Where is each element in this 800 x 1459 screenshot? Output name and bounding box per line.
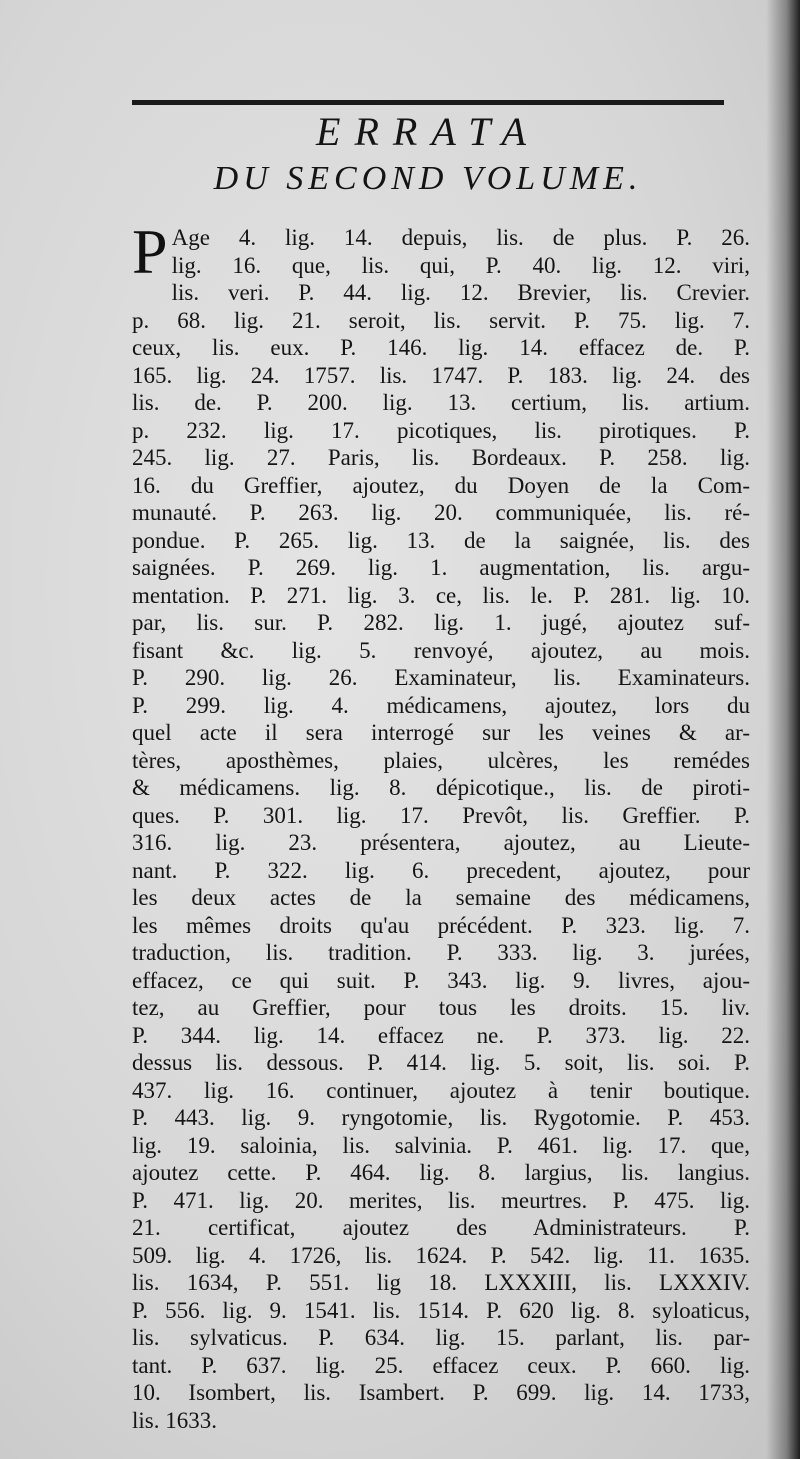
errata-title: ERRATA (316, 109, 540, 154)
errata-line: 165. lig. 24. 1757. lis. 1747. P. 183. lig. 24. des (132, 362, 750, 388)
errata-line: 16. du Greffier, ajoutez, du Doyen de la Com- (132, 472, 750, 498)
header-rule (132, 100, 724, 105)
drop-cap: P (132, 216, 168, 287)
errata-line: les mêmes droits qu'au précédent. P. 323. lig. 7. (132, 912, 750, 938)
errata-line: pondue. P. 265. lig. 13. de la saignée, lis. des (132, 527, 750, 553)
errata-line: quel acte il sera interrogé sur les veines & ar- (132, 720, 750, 745)
errata-line: dessus lis. dessous. P. 414. lig. 5. soit, lis. soi. P. (132, 1050, 750, 1075)
errata-line: munauté. P. 263. lig. 20. communiquée, lis. ré- (132, 500, 750, 525)
errata-line: Age 4. lig. 14. depuis, lis. de plus. P. 26. (171, 225, 750, 250)
errata-line: 245. lig. 27. Paris, lis. Bordeaux. P. 258. lig. (132, 445, 750, 470)
errata-line: par, lis. sur. P. 282. lig. 1. jugé, ajoutez suf- (132, 610, 750, 635)
errata-line: lis. veri. P. 44. lig. 12. Brevier, lis. Crevier. (171, 280, 750, 305)
errata-line: p. 232. lig. 17. picotiques, lis. pirotiques. P. (132, 417, 750, 443)
errata-text-block (132, 216, 750, 1434)
errata-line: lis. sylvaticus. P. 634. lig. 15. parlant, lis. par- (132, 1325, 750, 1350)
errata-line: P. 443. lig. 9. ryngotomie, lis. Rygotomie. P. 453. (132, 1105, 750, 1130)
errata-subtitle: DU SECOND VOLUME. (213, 160, 643, 197)
errata-line: tant. P. 637. lig. 25. effacez ceux. P. 660. lig. (132, 1352, 750, 1378)
errata-line: lig. 16. que, lis. qui, P. 40. lig. 12. viri, (171, 252, 750, 278)
errata-line: lig. 19. saloinia, lis. salvinia. P. 461. lig. 17. que, (132, 1132, 750, 1158)
errata-line: p. 68. lig. 21. seroit, lis. servit. P. 75. lig. 7. (132, 307, 750, 333)
errata-line: ajoutez cette. P. 464. lig. 8. largius, lis. langius. (132, 1160, 750, 1185)
errata-line: les deux actes de la semaine des médicamens, (132, 885, 750, 910)
errata-line: P. 471. lig. 20. merites, lis. meurtres. P. 475. lig. (132, 1187, 750, 1213)
errata-line: lis. de. P. 200. lig. 13. certium, lis. artium. (132, 390, 750, 415)
errata-line: P. 344. lig. 14. effacez ne. P. 373. lig. 22. (132, 1022, 750, 1048)
errata-line: 21. certificat, ajoutez des Administrateurs. P. (132, 1215, 750, 1240)
errata-line: 10. Isombert, lis. Isambert. P. 699. lig. 14. 1733, (132, 1380, 750, 1405)
errata-line: tez, au Greffier, pour tous les droits. 15. liv. (132, 995, 750, 1020)
errata-line: saignées. P. 269. lig. 1. augmentation, lis. argu- (132, 555, 750, 580)
errata-line: 509. lig. 4. 1726, lis. 1624. P. 542. lig. 11. 1635. (132, 1242, 750, 1268)
errata-line: lis. 1633. (132, 1407, 217, 1433)
errata-line: 316. lig. 23. présentera, ajoutez, au Lieute- (132, 830, 750, 855)
errata-line: traduction, lis. tradition. P. 333. lig. 3. jurées, (132, 940, 750, 965)
errata-line: tères, aposthèmes, plaies, ulcères, les remédes (132, 747, 750, 773)
errata-line: 437. lig. 16. continuer, ajoutez à tenir boutique. (132, 1077, 750, 1103)
errata-line: P. 290. lig. 26. Examinateur, lis. Examinateurs. (132, 665, 750, 690)
errata-line: ques. P. 301. lig. 17. Prevôt, lis. Greffier. P. (132, 802, 750, 828)
book-spine-shadow (766, 0, 800, 1459)
errata-line: fisant &c. lig. 5. renvoyé, ajoutez, au mois. (132, 637, 750, 663)
errata-line: P. 556. lig. 9. 1541. lis. 1514. P. 620 lig. 8. syloaticus, (132, 1297, 750, 1323)
errata-line: mentation. P. 271. lig. 3. ce, lis. le. P. 281. lig. 10. (132, 582, 750, 608)
errata-line: ceux, lis. eux. P. 146. lig. 14. effacez de. P. (132, 335, 750, 360)
errata-line: lis. 1634, P. 551. lig 18. LXXXIII, lis. LXXXIV. (132, 1270, 750, 1295)
errata-line: & médicamens. lig. 8. dépicotique., lis. de piroti- (132, 775, 750, 800)
errata-line: effacez, ce qui suit. P. 343. lig. 9. livres, ajou- (132, 967, 750, 993)
errata-line: nant. P. 322. lig. 6. precedent, ajoutez, pour (132, 857, 750, 883)
errata-line: P. 299. lig. 4. médicamens, ajoutez, lors du (132, 692, 750, 718)
